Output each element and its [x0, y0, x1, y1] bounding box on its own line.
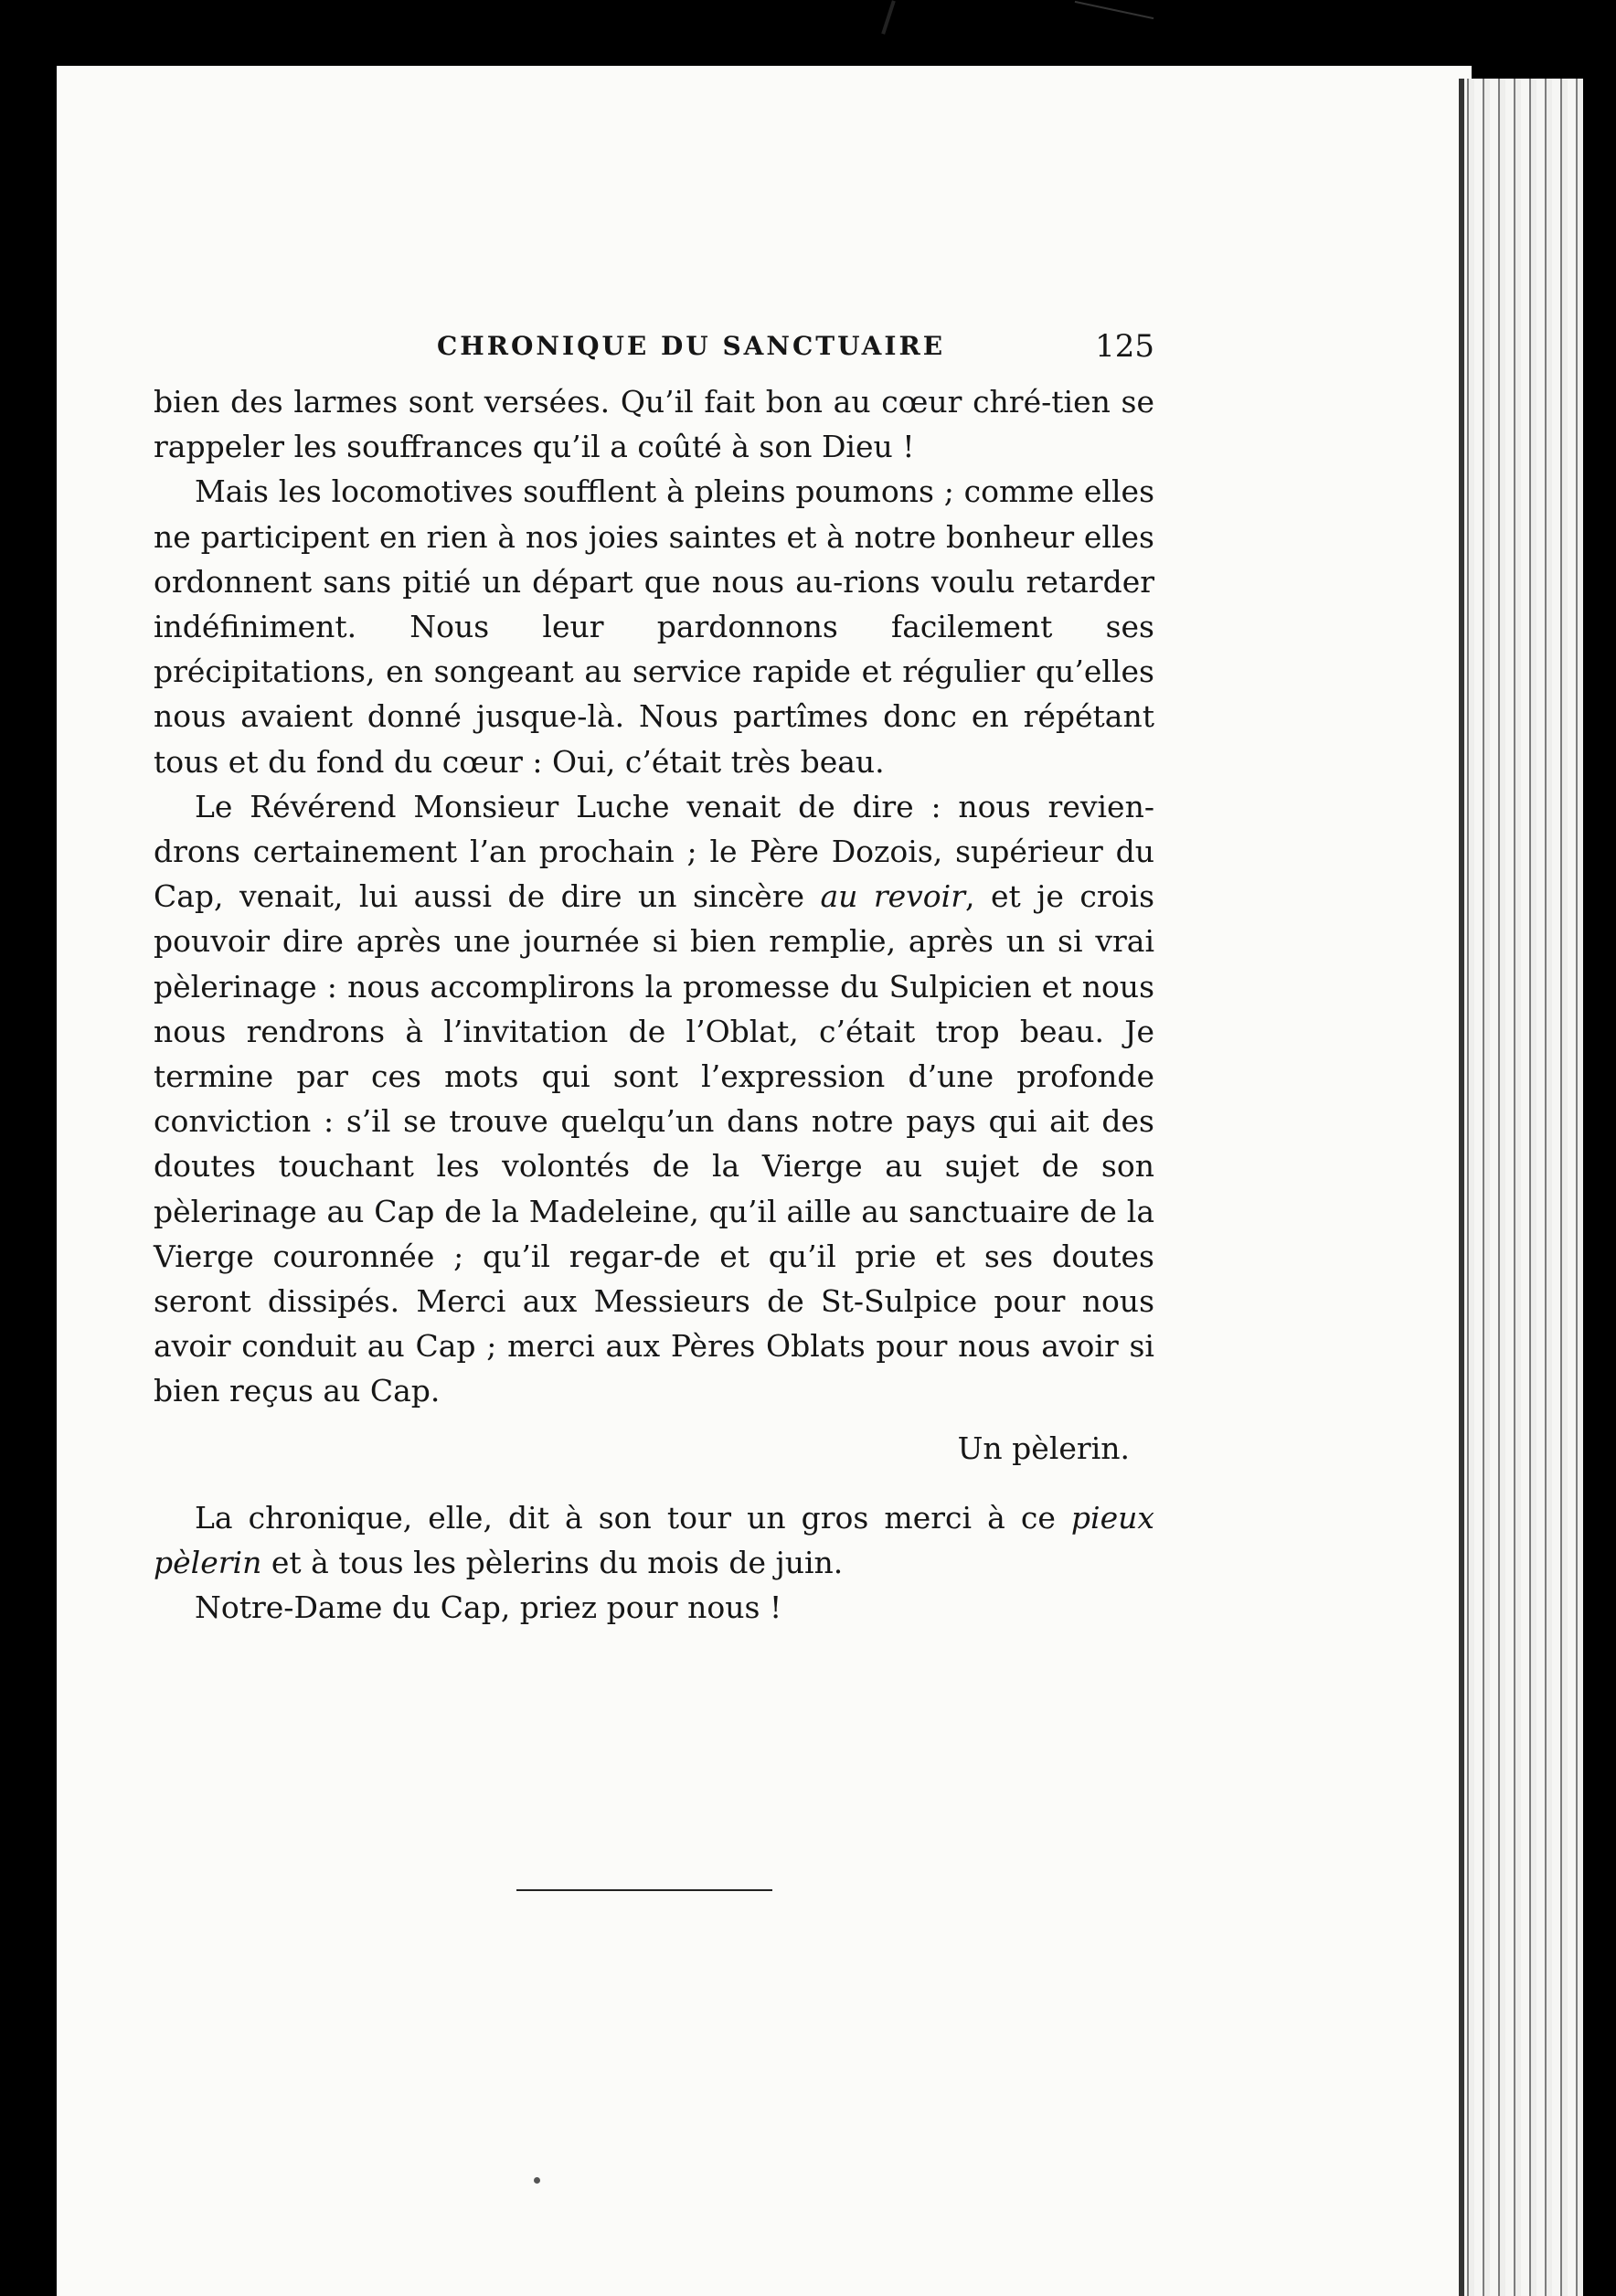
running-title: CHRONIQUE DU SANCTUAIRE — [437, 331, 946, 361]
scan-mark — [1075, 1, 1154, 19]
paragraph-locomotives: Mais les locomotives soufflent à pleins poumons ; comme elles ne participent en rien à nos joies saintes et à notre bonheur elles ordonnent sans pitié un départ que nous au-rions voulu retarder indéfiniment. Nous leur pardonnons facilement ses précipitations, en songeant au service rapide et régulier qu’elles nous avaient donné jusque-là. Nous partîmes donc en répétant tous et du fond du cœur : Oui, c’était très beau. — [154, 473, 1154, 780]
paragraph-reverend-text-2: , et je crois pouvoir dire après une journée si bien remplie, après un si vrai pèlerinage : nous accomplirons la promesse du Sulpicien et nous nous rendrons à l’invitation de l’Oblat, c’était trop beau. Je termine par ces mots qui sont l’expression d’une profonde conviction : s’il se trouve quelqu’un dans notre pays qui ait des doutes touchant les volontés de la Vierge au sujet de son pèlerinage au Cap de la Madeleine, qu’il aille au sanctuaire de la Vierge couronnée ; qu’il regar-de et qu’il prie et ses doutes seront dissipés. Merci aux Messieurs de St-Sulpice pour nous avoir conduit au Cap ; merci aux Pères Oblats pour nous avoir si bien reçus au Cap. — [154, 878, 1155, 1409]
closing-paragraph — [154, 1495, 1154, 1585]
print-dot — [534, 2177, 540, 2184]
scan-mark — [881, 0, 896, 34]
paragraph-reverend-text-1: Le Révérend Monsieur Luche venait de dire : nous revien-drons certainement l’an prochain ; le Père Dozois, supérieur du Cap, venait, lui aussi de dire un sincère — [154, 788, 1154, 915]
section-rule — [516, 1889, 772, 1891]
italic-au-revoir: au revoir — [820, 878, 965, 915]
page-edges — [1459, 79, 1583, 2296]
paragraph-reverend — [154, 784, 1154, 1414]
running-header — [154, 315, 1154, 379]
paragraph-continuation: bien des larmes sont versées. Qu’il fait bon au cœur chré-tien se rappeler les souffrances qu’il a coûté à son Dieu ! — [154, 384, 1154, 465]
closing-text-1: La chronique, elle, dit à son tour un gros merci à ce — [195, 1499, 1071, 1536]
closing-text-2: et à tous les pèlerins du mois de juin. — [261, 1544, 844, 1580]
page-content — [154, 315, 1154, 1630]
signature: Un pèlerin. — [957, 1430, 1130, 1466]
italic-pieux-pelerin: pieux pèlerin — [154, 1499, 1154, 1580]
page-number: 125 — [1095, 328, 1154, 365]
prayer-line: Notre-Dame du Cap, priez pour nous ! — [195, 1589, 782, 1626]
